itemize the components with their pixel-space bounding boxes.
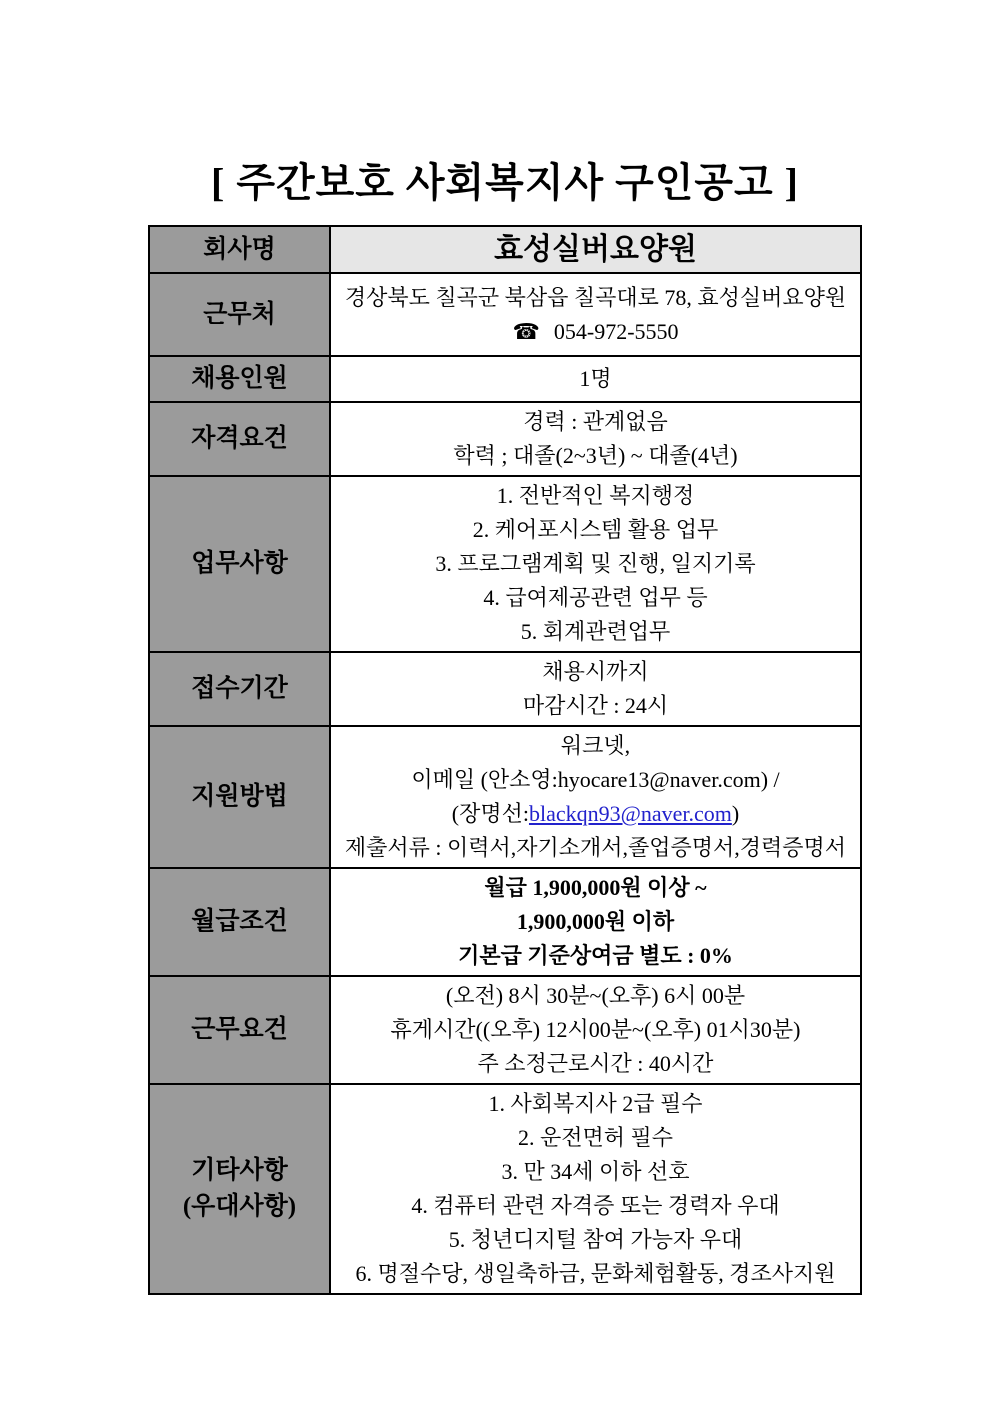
row-value-line: 학력 ; 대졸(2~3년) ~ 대졸(4년) (453, 443, 738, 468)
row-value-application-method (330, 726, 861, 868)
row-label-hires (149, 356, 330, 402)
row-value-company-name (330, 226, 861, 273)
row-value-application-period (330, 652, 861, 726)
row-value-other-notes (330, 1084, 861, 1294)
row-value-line: 월급 1,900,000원 이상 ~ (484, 875, 707, 900)
row-label-application-period (149, 652, 330, 726)
row-value-line: 주 소정근로시간 : 40시간 (477, 1051, 714, 1076)
row-value-line: 1명 (579, 366, 612, 391)
table-row-application-method (149, 726, 861, 868)
row-label-application-method (149, 726, 330, 868)
row-value-salary (330, 868, 861, 976)
row-value-line: 마감시간 : 24시 (522, 693, 669, 718)
row-value-line: 이메일 (안소영:hyocare13@naver.com) / (411, 767, 780, 792)
table-row-hires (149, 356, 861, 402)
row-value-line: 기본급 기준상여금 별도 : 0% (458, 943, 733, 968)
row-value-duties (330, 476, 861, 652)
row-label-line: 기타사항 (191, 1157, 288, 1184)
row-value-qualifications (330, 402, 861, 476)
row-label-line: 근무요건 (191, 1016, 288, 1043)
row-value-work-conditions (330, 976, 861, 1084)
table-row-qualifications (149, 402, 861, 476)
row-value-hires (330, 356, 861, 402)
row-label-workplace (149, 273, 330, 356)
row-label-qualifications (149, 402, 330, 476)
row-label-line: 월급조건 (191, 908, 288, 935)
row-label-line: 근무처 (203, 300, 276, 328)
table-row-duties (149, 476, 861, 652)
row-label-company-name (149, 226, 330, 273)
row-value-line: 5. 청년디지털 참여 가능자 우대 (448, 1227, 743, 1252)
row-label-work-conditions (149, 976, 330, 1084)
row-label-line: 회사명 (203, 235, 276, 263)
row-value-line: 5. 회계관련업무 (520, 619, 671, 644)
table-row-work-conditions (149, 976, 861, 1084)
table-row-other-notes (149, 1084, 861, 1294)
table-row-salary (149, 868, 861, 976)
row-value-line: 1,900,000원 이하 (516, 909, 675, 934)
row-value-line: (오전) 8시 30분~(오후) 6시 00분 (445, 983, 746, 1008)
job-posting-table (148, 225, 862, 1295)
row-value-line: 1. 전반적인 복지행정 (496, 483, 695, 508)
row-value-workplace (330, 273, 861, 356)
row-label-line: (우대사항) (182, 1193, 297, 1220)
row-value-line: 경력 : 관계없음 (523, 409, 668, 434)
page-title: [ 주간보호 사회복지사 구인공고 ] (211, 160, 799, 205)
email-link[interactable]: blackqn93@naver.com (528, 801, 732, 826)
row-value-line: 6. 명절수당, 생일축하금, 문화체험활동, 경조사지원 (355, 1261, 836, 1286)
row-value-line: 1. 사회복지사 2급 필수 (488, 1091, 703, 1116)
row-value-line: 휴게시간((오후) 12시00분~(오후) 01시30분) (390, 1017, 801, 1042)
row-value-line: (장명선:blackqn93@naver.com) (451, 801, 740, 826)
row-value-line: 경상북도 칠곡군 북삼읍 칠곡대로 78, 효성실버요양원 (344, 284, 847, 310)
row-label-line: 자격요건 (191, 425, 288, 452)
row-value-line: 제출서류 : 이력서,자기소개서,졸업증명서,경력증명서 (344, 835, 847, 860)
row-value-line: 채용시까지 (542, 659, 649, 684)
row-value-line: ☎ 054-972-5550 (512, 318, 679, 344)
row-value-line: 3. 프로그램계획 및 진행, 일지기록 (435, 551, 756, 576)
row-value-line: 워크넷, (560, 733, 631, 758)
row-value-line: 3. 만 34세 이하 선호 (501, 1159, 690, 1184)
row-label-line: 업무사항 (191, 550, 288, 577)
row-label-line: 지원방법 (191, 783, 288, 810)
row-label-other-notes (149, 1084, 330, 1294)
table-row-application-period (149, 652, 861, 726)
row-label-line: 채용인원 (191, 365, 288, 392)
row-value-line: 2. 운전면허 필수 (517, 1125, 673, 1150)
row-value-line: 2. 케어포시스템 활용 업무 (472, 517, 719, 542)
row-label-salary (149, 868, 330, 976)
row-label-duties (149, 476, 330, 652)
row-value-line: 4. 급여제공관련 업무 등 (483, 585, 708, 610)
row-label-line: 접수기간 (191, 675, 288, 702)
row-value-line: 효성실버요양원 (494, 232, 697, 266)
table-row-company-name (149, 226, 861, 273)
table-body (149, 226, 861, 1294)
table-row-workplace (149, 273, 861, 356)
row-value-line: 4. 컴퓨터 관련 자격증 또는 경력자 우대 (411, 1193, 780, 1218)
phone-icon: ☎ (512, 318, 540, 344)
